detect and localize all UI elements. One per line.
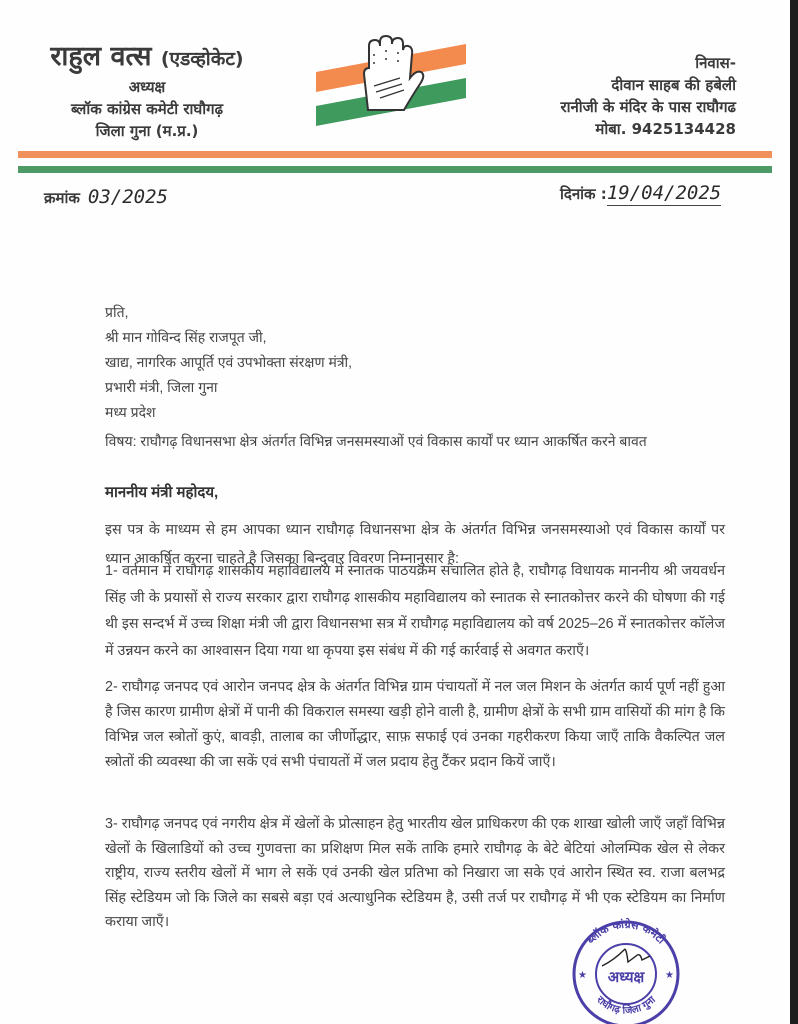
sender-profession: (एडव्होकेट) (160, 48, 244, 70)
sender-district: जिला गुना (म.प्र.) (95, 122, 199, 140)
point-3-paragraph: 3- राघौगढ़ जनपद एवं नगरीय क्षेत्र में खेलों के प्रोत्साहन हेतु भारतीय खेल प्राधिकरण की एक शाखा खोली जाएँ जहाँ विभिन्न खेलों के खिलाडियों को उच्च गुणवत्ता का प्रशिक्षण मिल सकें ताकि हमारे राघौगढ़ के बेटे बेटियां ओलम्पिक खेल से लेकर राष्ट्रीय, राज्य स्तरीय खेलों में भाग ले सकें एवं उनकी खेल प्रतिभा को निखारा जा सके एवं आरोन स्थित स्व. राजा बलभद्र सिंह स्टेडियम जो कि जिले का सबसे बड़ा एवं अत्याधुनिक स्टेडियम है, उसी तर्ज पर राघौगढ़ में भी एक स्टेडियम का निर्माण कराया जाएँ। (105, 816, 725, 930)
point-2-paragraph: 2- राघौगढ़ जनपद एवं आरोन जनपद क्षेत्र के अंतर्गत विभिन्न ग्राम पंचायतों में नल जल मिशन के अंतर्गत कार्य पूर्ण नहीं हुआ है जिस कारण ग्रामीण क्षेत्रों में पानी की विकराल समस्या खड़ी होने वाली है, ग्रामीण क्षेत्रों के सभी ग्राम वासियों की मांग है कि विभिन्न जल स्त्रोतों कुएं, बावड़ी, तालाब का जीर्णोद्धार, साफ़ सफाई एवं उनका गहरीकरण किया जाएँ ताकि वैकल्पित जल स्त्रोतों की व्यवस्था की जा सकें एवं सभी पंचायतों में जल प्रदाय हेतु टैंकर प्रदान कियें जाएँ। (105, 679, 725, 770)
letter-date (560, 182, 721, 204)
scan-edge (790, 0, 798, 1024)
mobile-number: मोबा. 9425134428 (595, 120, 736, 138)
stamp-star-left-icon: ★ (578, 970, 587, 981)
signature-scribble (602, 949, 650, 966)
sender-name-line (22, 40, 272, 76)
sender-name: राहुल वत्स (50, 41, 152, 72)
address-line-2: रानीजी के मंदिर के पास राघौगढ (560, 98, 736, 116)
official-stamp (566, 916, 686, 1024)
svg-text:राघौगढ़ जिला गुना (593, 994, 658, 1017)
saffron-divider (18, 151, 772, 158)
salutation: माननीय मंत्री महोदय, (105, 484, 219, 501)
date-value: 19/04/2025 (606, 182, 722, 204)
address-line-1: दीवान साहब की हबेली (611, 76, 736, 94)
letterhead-left (22, 40, 272, 142)
stamp-center-text: अध्यक्ष (607, 968, 645, 986)
recipient-line: प्रभारी मंत्री, जिला गुना (105, 379, 218, 395)
svg-text:ब्लॉक कांग्रेस कमेटी (583, 917, 669, 947)
intro-paragraph: इस पत्र के माध्यम से हम आपका ध्यान राघौगढ़ विधानसभा क्षेत्र के अंतर्गत विभिन्न जनसमस्याओ एवं विकास कार्यों पर ध्यान आकर्षित करना चाहते है जिसका बिन्दुवार विवरण निम्नानुसार है: (105, 522, 725, 567)
date-label: दिनांक : (560, 185, 607, 203)
letterhead-right (560, 52, 736, 140)
subject-line: विषय: राघौगढ़ विधानसभा क्षेत्र अंतर्गत विभिन्न जनसमस्याओं एवं विकास कार्यों पर ध्यान आकर्षित करने बावत (105, 433, 647, 449)
recipient-line: प्रति, (105, 304, 129, 320)
residence-label: निवास- (695, 54, 736, 72)
reference-number (44, 186, 168, 208)
stamp-star-right-icon: ★ (665, 970, 674, 981)
recipient-line: मध्य प्रदेश (105, 404, 156, 420)
green-divider (18, 166, 772, 173)
point-1-paragraph: 1- वर्तमान में राघौगढ़ शासकीय महाविद्यालय में स्नातक पाठयक्रम संचालित होते है, राघौगढ़ विधायक माननीय श्री जयवर्धन सिंह जी के प्रयासों से राज्य सरकार द्वारा राघौगढ़ शासकीय महाविद्यालय को स्नातक से स्नातकोत्तर करने की घोषणा की गई थी इस सन्दर्भ में उच्च शिक्षा मंत्री जी द्वारा विधानसभा सत्र में राघौगढ़ महाविद्यालय को वर्ष 2025–26 में स्नातकोत्तर कॉलेज में उन्नयन करने का आश्वासन दिया गया था कृपया इस संबंध में की गई कार्रवाई से अवगत कराएँ। (105, 563, 725, 659)
reference-label: क्रमांक (44, 189, 80, 207)
sender-organization: ब्लॉक कांग्रेस कमेटी राघौगढ़ (70, 100, 224, 118)
reference-value: 03/2025 (87, 186, 168, 208)
stamp-bottom-text: राघौगढ़ जिला गुना (594, 994, 658, 1017)
congress-hand-logo-icon (312, 30, 472, 126)
recipient-line: खाद्य, नागरिक आपूर्ति एवं उपभोक्ता संरक्षण मंत्री, (105, 354, 353, 370)
sender-designation: अध्यक्ष (128, 78, 166, 96)
stamp-top-text: ब्लॉक कांग्रेस कमेटी (584, 917, 668, 947)
recipient-block (105, 300, 352, 425)
recipient-line: श्री मान गोविन्द सिंह राजपूत जी, (105, 329, 267, 345)
